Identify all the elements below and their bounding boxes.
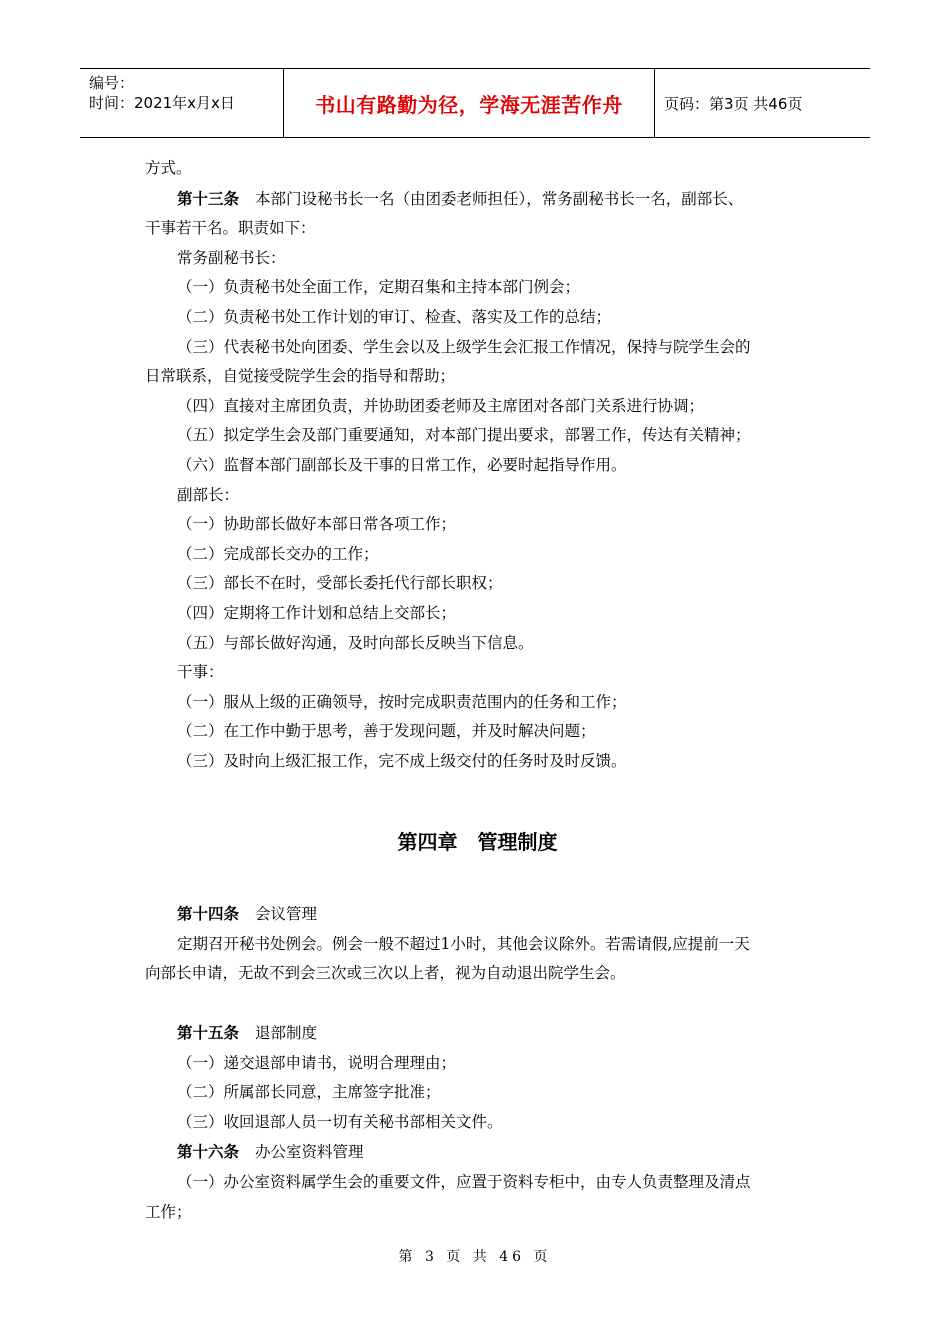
header-page-info: 页码：第3页 共46页 bbox=[664, 94, 803, 113]
article-title: 退部制度 bbox=[255, 1024, 318, 1042]
text-line: 日常联系，自觉接受院学生会的指导和帮助； bbox=[145, 367, 456, 386]
time-label: 时间：2021年x月x日 bbox=[89, 94, 235, 112]
list-item: （六）监督本部门副部长及干事的日常工作，必要时起指导作用。 bbox=[177, 455, 627, 474]
list-item: （二）完成部长交办的工作； bbox=[177, 544, 379, 563]
section-article-13 bbox=[145, 154, 810, 776]
article-title: 办公室资料管理 bbox=[255, 1143, 364, 1162]
header-motto: 书山有路勤为径，学海无涯苦作舟 bbox=[315, 92, 623, 117]
article-13 bbox=[145, 184, 810, 215]
article-label: 第十四条 bbox=[177, 904, 240, 923]
article-label: 第十三条 bbox=[177, 188, 240, 208]
list-item: （一）协助部长做好本部日常各项工作； bbox=[177, 515, 457, 534]
list-item: （五）拟定学生会及部门重要通知，对本部门提出要求，部署工作，传达有关精神； bbox=[177, 426, 751, 445]
list-item: （二）所属部长同意，主席签字批准； bbox=[177, 1083, 441, 1102]
list-item: （一）服从上级的正确领导，按时完成职责范围内的任务和工作； bbox=[177, 692, 627, 711]
list-item: （二）负责秘书处工作计划的审订、检查、落实及工作的总结； bbox=[177, 307, 612, 326]
list-item: （二）在工作中勤于思考，善于发现问题，并及时解决问题； bbox=[177, 722, 596, 741]
page-header bbox=[80, 68, 870, 138]
list-item: （三）及时向上级汇报工作，完不成上级交付的任务时及时反馈。 bbox=[177, 751, 627, 770]
list-item: （一）负责秘书处全面工作，定期召集和主持本部门例会； bbox=[177, 278, 581, 297]
list-item: （四）直接对主席团负责，并协助团委老师及主席团对各部门关系进行协调； bbox=[177, 396, 705, 415]
list-item: （一）递交退部申请书，说明合理理由； bbox=[177, 1053, 457, 1072]
list-item: （三）代表秘书处向团委、学生会以及上级学生会汇报工作情况，保持与院学生会的 bbox=[177, 337, 751, 356]
text-line: 向部长申请，无故不到会三次或三次以上者，视为自动退出院学生会。 bbox=[145, 964, 626, 983]
text-line: 工作； bbox=[145, 1202, 192, 1221]
article-label: 第十六条 bbox=[177, 1142, 240, 1162]
text-line: 定期召开秘书处例会。例会一般不超过1小时，其他会议除外。若需请假,应提前一天 bbox=[177, 934, 750, 953]
header-motto-cell bbox=[283, 69, 655, 137]
list-item: （四）定期将工作计划和总结上交部长； bbox=[177, 603, 457, 622]
section-article-15-16 bbox=[145, 1018, 810, 1227]
footer-page-number: 第 3 页 共 46 页 bbox=[398, 1249, 552, 1265]
page-footer bbox=[0, 1246, 950, 1266]
list-item: （一）办公室资料属学生会的重要文件，应置于资料专柜中，由专人负责整理及清点 bbox=[177, 1172, 751, 1191]
article-16 bbox=[145, 1137, 810, 1168]
role-heading: 干事： bbox=[177, 663, 224, 682]
text-line: 干事若干名。职责如下： bbox=[145, 219, 316, 238]
article-title: 会议管理 bbox=[255, 905, 318, 923]
text-line: 方式。 bbox=[145, 159, 192, 177]
role-heading: 常务副秘书长： bbox=[177, 248, 286, 267]
chapter-title: 第四章 管理制度 bbox=[397, 830, 558, 854]
role-heading: 副部长： bbox=[177, 485, 240, 504]
section-article-14 bbox=[145, 899, 810, 989]
list-item: （五）与部长做好沟通，及时向部长反映当下信息。 bbox=[177, 633, 534, 652]
header-meta bbox=[80, 69, 283, 137]
article-15 bbox=[145, 1018, 810, 1049]
number-label: 编号： bbox=[89, 74, 135, 92]
article-label: 第十五条 bbox=[177, 1023, 240, 1042]
list-item: （三）部长不在时，受部长委托代行部长职权； bbox=[177, 574, 503, 593]
article-14 bbox=[145, 899, 810, 930]
article-text: 本部门设秘书长一名（由团委老师担任），常务副秘书长一名，副部长、 bbox=[255, 189, 744, 208]
list-item: （三）收回退部人员一切有关秘书部相关文件。 bbox=[177, 1112, 503, 1131]
